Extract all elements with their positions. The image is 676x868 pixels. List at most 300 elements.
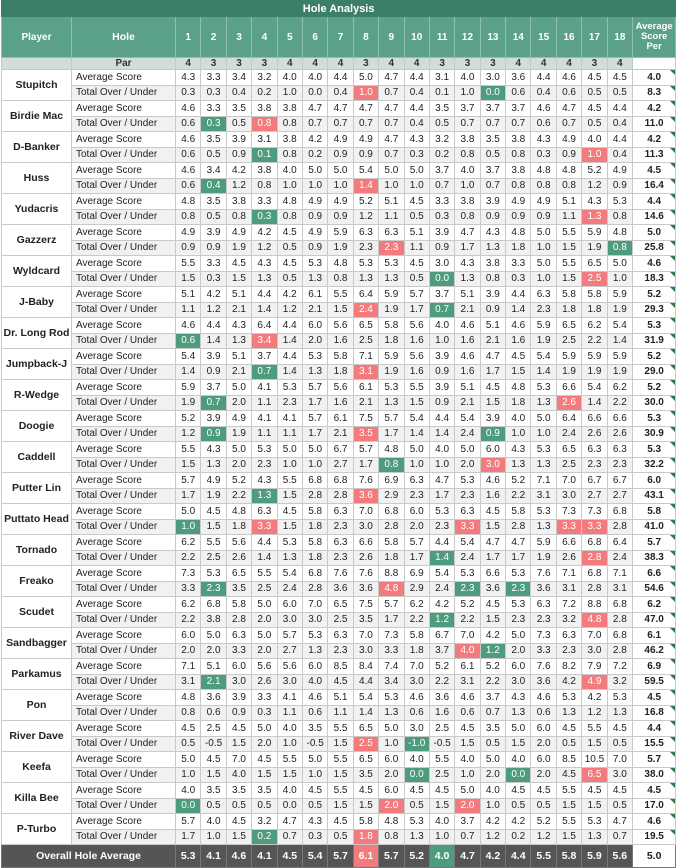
note-marker-icon bbox=[670, 411, 675, 416]
player-average-value: 5.8 bbox=[647, 505, 662, 517]
average-score-cell: 6.5 bbox=[582, 256, 607, 272]
player-average-value: 6.1 bbox=[647, 629, 662, 641]
player-name: Freako bbox=[2, 566, 72, 597]
par-spacer bbox=[2, 58, 72, 70]
total-over-under-cell: 0.5 bbox=[480, 736, 505, 752]
average-score-cell: 6.7 bbox=[607, 473, 632, 489]
average-score-cell: 4.4 bbox=[429, 411, 454, 427]
total-over-under-cell: 0.5 bbox=[201, 209, 226, 225]
player-average-row bbox=[2, 194, 676, 210]
average-score-cell: 3.9 bbox=[480, 194, 505, 210]
par-label: Par bbox=[72, 58, 176, 70]
average-score-cell: 5.4 bbox=[404, 411, 429, 427]
total-over-under-cell: 1.9 bbox=[328, 240, 353, 256]
average-score-cell: 4.9 bbox=[556, 132, 581, 148]
total-over-under-cell: 0.8 bbox=[531, 178, 556, 194]
average-score-cell: 4.1 bbox=[252, 380, 277, 396]
average-score-cell: 6.2 bbox=[176, 597, 201, 613]
total-over-under-cell: 3.1 bbox=[556, 581, 581, 597]
note-marker-icon bbox=[670, 737, 675, 742]
average-score-cell: 7.5 bbox=[353, 597, 378, 613]
average-score-cell: 5.2 bbox=[455, 597, 480, 613]
average-score-cell: 4.0 bbox=[455, 163, 480, 179]
total-over-under-cell: 1.4 bbox=[353, 705, 378, 721]
note-marker-icon bbox=[670, 830, 675, 835]
average-score-cell: 5.1 bbox=[226, 287, 251, 303]
total-over-under-cell: 3.0 bbox=[277, 674, 302, 690]
total-over-under-cell: 0.3 bbox=[404, 147, 429, 163]
average-score-cell: 5.1 bbox=[455, 380, 480, 396]
total-over-under-cell: 1.3 bbox=[379, 705, 404, 721]
total-over-under-cell: 1.2 bbox=[226, 178, 251, 194]
total-over-under-cell: 2.8 bbox=[582, 550, 607, 566]
average-score-cell: 4.9 bbox=[226, 225, 251, 241]
par-value: 4 bbox=[379, 58, 404, 70]
hole-number-header: 7 bbox=[328, 17, 353, 58]
average-score-cell: 4.9 bbox=[176, 225, 201, 241]
average-score-cell: 3.2 bbox=[252, 70, 277, 86]
average-score-cell: 3.1 bbox=[429, 70, 454, 86]
average-score-cell: 5.1 bbox=[176, 287, 201, 303]
player-name: R-Wedge bbox=[2, 380, 72, 411]
note-marker-icon bbox=[670, 210, 675, 215]
total-over-under-cell: 2.1 bbox=[302, 302, 327, 318]
average-score-cell: 5.5 bbox=[404, 380, 429, 396]
average-score-cell: 6.0 bbox=[480, 442, 505, 458]
total-over-under-cell: 2.0 bbox=[506, 643, 531, 659]
average-score-cell: 4.8 bbox=[277, 194, 302, 210]
total-over-under-cell: 0.4 bbox=[404, 85, 429, 101]
average-score-cell: 5.9 bbox=[607, 349, 632, 365]
total-over-under-cell: 2.3 bbox=[506, 581, 531, 597]
note-marker-icon bbox=[670, 349, 675, 354]
total-over-under-cell: 0.5 bbox=[226, 116, 251, 132]
total-over-under-cell: 0.7 bbox=[429, 178, 454, 194]
average-score-cell: 5.8 bbox=[226, 597, 251, 613]
total-over-under-cell: 3.6 bbox=[531, 581, 556, 597]
total-over-under-cell: 0.8 bbox=[277, 147, 302, 163]
average-score-cell: 4.5 bbox=[429, 783, 454, 799]
player-average-value: 5.0 bbox=[647, 226, 662, 238]
total-over-under-cell: 1.9 bbox=[531, 550, 556, 566]
note-marker-icon bbox=[670, 644, 675, 649]
player-average-score bbox=[633, 628, 676, 644]
average-score-cell: 4.9 bbox=[302, 225, 327, 241]
hole-number-header: 3 bbox=[226, 17, 251, 58]
average-score-cell: 5.3 bbox=[302, 256, 327, 272]
average-score-cell: 6.6 bbox=[480, 566, 505, 582]
average-score-cell: 4.4 bbox=[252, 535, 277, 551]
overall-hole-average: 4.4 bbox=[506, 845, 531, 868]
total-over-under-cell: 1.5 bbox=[176, 457, 201, 473]
average-score-cell: 4.5 bbox=[480, 597, 505, 613]
average-score-cell: 5.9 bbox=[328, 225, 353, 241]
total-over-under-cell: 2.2 bbox=[176, 550, 201, 566]
total-over-under-cell: 2.8 bbox=[302, 488, 327, 504]
total-over-under-cell: 1.9 bbox=[226, 426, 251, 442]
average-score-cell: 6.6 bbox=[556, 380, 581, 396]
average-score-cell: 4.9 bbox=[531, 194, 556, 210]
average-score-cell: 3.7 bbox=[429, 287, 454, 303]
player-average-value: 5.7 bbox=[647, 753, 662, 765]
total-over-under-cell: 2.5 bbox=[429, 767, 454, 783]
average-score-cell: 3.3 bbox=[252, 194, 277, 210]
total-over-under-cell: 1.8 bbox=[302, 550, 327, 566]
average-score-cell: 4.8 bbox=[506, 380, 531, 396]
total-over-under-cell: 0.8 bbox=[277, 209, 302, 225]
average-score-cell: 4.6 bbox=[176, 132, 201, 148]
average-score-cell: 4.7 bbox=[277, 814, 302, 830]
total-over-under-cell: 2.4 bbox=[455, 426, 480, 442]
player-average-row bbox=[2, 411, 676, 427]
total-over-under-cell: 0.4 bbox=[607, 116, 632, 132]
total-over-under-cell: 1.9 bbox=[226, 240, 251, 256]
total-over-under-cell: 1.0 bbox=[582, 147, 607, 163]
average-score-cell: 6.2 bbox=[582, 318, 607, 334]
total-over-under-cell: 0.3 bbox=[176, 85, 201, 101]
average-score-cell: 5.0 bbox=[201, 628, 226, 644]
player-total-score bbox=[633, 147, 676, 163]
total-over-under-cell: 0.6 bbox=[302, 705, 327, 721]
total-over-under-cell: 0.9 bbox=[480, 426, 505, 442]
overall-hole-average: 5.5 bbox=[531, 845, 556, 868]
player-average-value: 5.3 bbox=[647, 319, 662, 331]
total-over-under-cell: 2.6 bbox=[353, 550, 378, 566]
average-score-cell: 5.4 bbox=[429, 566, 454, 582]
total-over-under-cell: 3.6 bbox=[353, 581, 378, 597]
total-over-under-cell: 3.3 bbox=[252, 519, 277, 535]
average-score-cell: 3.7 bbox=[480, 101, 505, 117]
average-score-cell: 5.3 bbox=[531, 504, 556, 520]
total-over-under-cell: 1.8 bbox=[379, 333, 404, 349]
average-score-cell: 5.0 bbox=[404, 163, 429, 179]
average-score-cell: 4.2 bbox=[302, 132, 327, 148]
total-over-under-cell: 1.6 bbox=[480, 488, 505, 504]
total-over-under-cell: 1.3 bbox=[404, 829, 429, 845]
total-over-under-cell: 1.0 bbox=[201, 829, 226, 845]
average-score-cell: 3.5 bbox=[480, 132, 505, 148]
total-over-under-cell: 2.0 bbox=[252, 643, 277, 659]
player-name: Parkamus bbox=[2, 659, 72, 690]
average-score-cell: 7.3 bbox=[556, 504, 581, 520]
average-score-cell: 4.6 bbox=[455, 690, 480, 706]
player-average-score bbox=[633, 380, 676, 396]
average-score-cell: 6.3 bbox=[455, 504, 480, 520]
average-score-cell: 4.0 bbox=[455, 752, 480, 768]
player-total-score bbox=[633, 674, 676, 690]
total-over-under-cell: 1.8 bbox=[328, 364, 353, 380]
hole-number-header: 1 bbox=[176, 17, 201, 58]
total-over-under-cell: 1.4 bbox=[353, 178, 378, 194]
average-score-cell: 3.8 bbox=[455, 194, 480, 210]
overall-hole-average: 4.6 bbox=[226, 845, 251, 868]
average-score-cell: 5.2 bbox=[353, 194, 378, 210]
average-score-cell: 5.9 bbox=[531, 318, 556, 334]
total-over-under-cell: 2.3 bbox=[379, 240, 404, 256]
total-over-under-label: Total Over / Under bbox=[72, 767, 176, 783]
average-score-cell: 4.8 bbox=[607, 225, 632, 241]
note-marker-icon bbox=[670, 659, 675, 664]
average-score-cell: 5.0 bbox=[404, 442, 429, 458]
average-score-cell: 4.6 bbox=[176, 101, 201, 117]
average-score-cell: 5.5 bbox=[176, 256, 201, 272]
player-total-row bbox=[2, 178, 676, 194]
player-total-score bbox=[633, 829, 676, 845]
total-over-under-cell: 4.5 bbox=[328, 674, 353, 690]
total-over-under-cell: 4.8 bbox=[379, 581, 404, 597]
total-over-under-cell: 2.0 bbox=[226, 395, 251, 411]
average-score-cell: 6.1 bbox=[455, 659, 480, 675]
average-score-cell: 5.2 bbox=[531, 814, 556, 830]
average-score-cell: 6.3 bbox=[556, 628, 581, 644]
overall-hole-average: 4.1 bbox=[252, 845, 277, 868]
player-average-row bbox=[2, 628, 676, 644]
total-over-under-cell: 1.5 bbox=[455, 736, 480, 752]
note-marker-icon bbox=[670, 597, 675, 602]
note-marker-icon bbox=[670, 148, 675, 153]
total-over-under-cell: 1.9 bbox=[556, 364, 581, 380]
total-over-under-cell: 0.3 bbox=[506, 271, 531, 287]
average-score-cell: 5.0 bbox=[353, 70, 378, 86]
total-over-under-cell: 1.0 bbox=[455, 767, 480, 783]
average-score-label: Average Score bbox=[72, 783, 176, 799]
average-score-cell: 5.0 bbox=[302, 442, 327, 458]
average-score-label: Average Score bbox=[72, 721, 176, 737]
total-over-under-cell: 3.3 bbox=[226, 643, 251, 659]
player-average-row bbox=[2, 783, 676, 799]
player-average-score bbox=[633, 349, 676, 365]
average-score-cell: 3.7 bbox=[201, 380, 226, 396]
total-over-under-cell: 0.5 bbox=[404, 209, 429, 225]
average-score-cell: 4.9 bbox=[201, 473, 226, 489]
total-over-under-cell: 2.3 bbox=[328, 519, 353, 535]
average-score-cell: 3.8 bbox=[506, 132, 531, 148]
average-score-cell: 3.7 bbox=[252, 349, 277, 365]
total-over-under-cell: 2.1 bbox=[201, 674, 226, 690]
total-over-under-cell: 1.7 bbox=[379, 612, 404, 628]
note-marker-icon bbox=[670, 272, 675, 277]
average-score-cell: 3.0 bbox=[480, 70, 505, 86]
average-score-cell: 3.8 bbox=[277, 101, 302, 117]
total-over-under-cell: 0.9 bbox=[176, 240, 201, 256]
total-over-under-cell: 2.3 bbox=[531, 302, 556, 318]
average-score-cell: 4.2 bbox=[582, 690, 607, 706]
total-over-under-cell: 0.9 bbox=[429, 240, 454, 256]
average-score-cell: 7.0 bbox=[455, 628, 480, 644]
total-over-under-cell: 1.8 bbox=[353, 829, 378, 845]
average-score-cell: 4.5 bbox=[277, 504, 302, 520]
average-score-cell: 4.5 bbox=[302, 783, 327, 799]
total-over-under-label: Total Over / Under bbox=[72, 705, 176, 721]
player-total-value: 25.8 bbox=[644, 242, 664, 254]
total-over-under-cell: 2.2 bbox=[429, 674, 454, 690]
note-marker-icon bbox=[670, 86, 675, 91]
player-average-row bbox=[2, 70, 676, 86]
player-name: Huss bbox=[2, 163, 72, 194]
average-score-cell: 5.8 bbox=[379, 535, 404, 551]
total-over-under-cell: 1.3 bbox=[607, 705, 632, 721]
total-over-under-cell: 3.3 bbox=[176, 581, 201, 597]
total-over-under-cell: 0.0 bbox=[277, 798, 302, 814]
total-over-under-label: Total Over / Under bbox=[72, 271, 176, 287]
average-score-cell: 3.8 bbox=[277, 132, 302, 148]
total-over-under-cell: 3.0 bbox=[353, 643, 378, 659]
average-score-cell: 7.1 bbox=[353, 349, 378, 365]
average-score-cell: 5.0 bbox=[302, 752, 327, 768]
total-over-under-cell: 3.5 bbox=[353, 426, 378, 442]
total-over-under-cell: 0.5 bbox=[277, 271, 302, 287]
player-total-row bbox=[2, 519, 676, 535]
average-score-cell: 3.2 bbox=[429, 132, 454, 148]
total-over-under-cell: 0.6 bbox=[404, 705, 429, 721]
average-score-cell: 6.7 bbox=[582, 473, 607, 489]
total-over-under-cell: 1.7 bbox=[404, 550, 429, 566]
total-over-under-cell: 1.3 bbox=[379, 271, 404, 287]
hole-analysis-table bbox=[1, 0, 676, 868]
hole-number-header: 15 bbox=[531, 17, 556, 58]
average-score-cell: 5.3 bbox=[353, 256, 378, 272]
total-over-under-cell: 0.9 bbox=[302, 209, 327, 225]
average-score-cell: 4.5 bbox=[404, 783, 429, 799]
total-over-under-cell: 1.3 bbox=[582, 209, 607, 225]
overall-hole-average: 4.0 bbox=[429, 845, 454, 868]
average-score-cell: 7.1 bbox=[556, 566, 581, 582]
average-score-cell: 6.0 bbox=[277, 597, 302, 613]
total-over-under-cell: 1.1 bbox=[556, 209, 581, 225]
total-over-under-cell: 1.8 bbox=[379, 550, 404, 566]
overall-hole-average: 5.2 bbox=[404, 845, 429, 868]
player-total-value: 19.5 bbox=[644, 831, 664, 843]
player-average-value: 5.3 bbox=[647, 443, 662, 455]
average-score-cell: 7.3 bbox=[582, 504, 607, 520]
total-over-under-cell: 1.0 bbox=[277, 85, 302, 101]
average-score-cell: 10.5 bbox=[582, 752, 607, 768]
note-marker-icon bbox=[670, 582, 675, 587]
total-over-under-cell: 0.7 bbox=[429, 302, 454, 318]
average-score-cell: 4.8 bbox=[226, 504, 251, 520]
player-total-row bbox=[2, 550, 676, 566]
total-over-under-cell: 1.4 bbox=[176, 364, 201, 380]
total-over-under-cell: 0.3 bbox=[201, 271, 226, 287]
average-score-cell: 5.5 bbox=[429, 752, 454, 768]
average-score-cell: 6.0 bbox=[379, 752, 404, 768]
average-score-cell: 5.9 bbox=[379, 287, 404, 303]
player-name: Doogie bbox=[2, 411, 72, 442]
total-over-under-cell: 2.3 bbox=[404, 488, 429, 504]
average-score-cell: 4.7 bbox=[379, 101, 404, 117]
average-score-cell: 5.3 bbox=[531, 442, 556, 458]
average-score-cell: 4.5 bbox=[201, 752, 226, 768]
overall-hole-average: 5.9 bbox=[582, 845, 607, 868]
player-name: Puttato Head bbox=[2, 504, 72, 535]
total-over-under-cell: 2.0 bbox=[302, 333, 327, 349]
average-score-cell: 8.8 bbox=[379, 566, 404, 582]
player-average-row bbox=[2, 535, 676, 551]
player-name: Birdie Mac bbox=[2, 101, 72, 132]
average-score-cell: 4.3 bbox=[506, 690, 531, 706]
total-over-under-cell: 1.7 bbox=[176, 488, 201, 504]
average-score-cell: 5.3 bbox=[201, 566, 226, 582]
note-marker-icon bbox=[670, 287, 675, 292]
average-score-cell: 5.2 bbox=[582, 163, 607, 179]
total-over-under-cell: 0.6 bbox=[531, 116, 556, 132]
total-over-under-cell: 1.0 bbox=[531, 240, 556, 256]
total-over-under-cell: 0.7 bbox=[480, 705, 505, 721]
average-score-cell: 5.4 bbox=[353, 163, 378, 179]
average-score-label: Average Score bbox=[72, 690, 176, 706]
total-over-under-cell: 2.0 bbox=[252, 736, 277, 752]
total-over-under-cell: 3.0 bbox=[404, 674, 429, 690]
total-over-under-cell: 1.5 bbox=[506, 364, 531, 380]
overall-average-label: Overall Hole Average bbox=[2, 845, 176, 868]
overall-hole-average: 5.4 bbox=[302, 845, 327, 868]
total-over-under-cell: 1.5 bbox=[556, 271, 581, 287]
total-over-under-cell: 2.4 bbox=[353, 302, 378, 318]
average-score-cell: 8.2 bbox=[556, 659, 581, 675]
total-over-under-cell: 0.1 bbox=[252, 147, 277, 163]
average-score-cell: 5.3 bbox=[379, 690, 404, 706]
total-over-under-cell: 0.8 bbox=[277, 116, 302, 132]
average-score-cell: 5.3 bbox=[302, 349, 327, 365]
total-over-under-cell: 2.8 bbox=[379, 519, 404, 535]
total-over-under-cell: 0.4 bbox=[531, 85, 556, 101]
total-over-under-cell: 0.6 bbox=[531, 705, 556, 721]
total-over-under-cell: 1.6 bbox=[455, 364, 480, 380]
total-over-under-cell: 1.5 bbox=[226, 271, 251, 287]
average-score-cell: 6.3 bbox=[328, 628, 353, 644]
average-score-cell: 7.0 bbox=[226, 752, 251, 768]
total-over-under-cell: 1.8 bbox=[302, 519, 327, 535]
player-name: Scudet bbox=[2, 597, 72, 628]
average-score-cell: 2.5 bbox=[201, 721, 226, 737]
total-over-under-cell: 2.0 bbox=[531, 736, 556, 752]
average-score-cell: 5.5 bbox=[556, 783, 581, 799]
average-score-cell: 6.4 bbox=[252, 318, 277, 334]
player-name: Jumpback-J bbox=[2, 349, 72, 380]
average-score-label: Average Score bbox=[72, 256, 176, 272]
total-over-under-cell: 2.8 bbox=[607, 612, 632, 628]
average-score-cell: 6.8 bbox=[302, 473, 327, 489]
total-over-under-cell: 0.7 bbox=[379, 85, 404, 101]
average-score-cell: 4.0 bbox=[201, 814, 226, 830]
average-score-cell: 6.4 bbox=[607, 535, 632, 551]
player-average-value: 4.4 bbox=[647, 722, 662, 734]
total-over-under-cell: 0.5 bbox=[607, 85, 632, 101]
total-over-under-cell: 1.3 bbox=[531, 519, 556, 535]
total-over-under-cell: 1.0 bbox=[404, 178, 429, 194]
average-score-cell: 4.0 bbox=[404, 752, 429, 768]
total-over-under-label: Total Over / Under bbox=[72, 364, 176, 380]
average-score-cell: 6.4 bbox=[556, 411, 581, 427]
average-score-cell: 7.0 bbox=[353, 628, 378, 644]
average-score-cell: 5.0 bbox=[252, 628, 277, 644]
average-score-cell: 6.5 bbox=[556, 318, 581, 334]
total-over-under-cell: 0.5 bbox=[607, 736, 632, 752]
total-over-under-cell: 0.5 bbox=[302, 798, 327, 814]
player-name: Sandbagger bbox=[2, 628, 72, 659]
player-total-row bbox=[2, 488, 676, 504]
note-marker-icon bbox=[670, 520, 675, 525]
total-over-under-cell: 2.2 bbox=[404, 612, 429, 628]
average-score-cell: 3.5 bbox=[252, 783, 277, 799]
average-score-cell: 6.3 bbox=[607, 442, 632, 458]
average-score-cell: 3.4 bbox=[201, 163, 226, 179]
total-over-under-cell: 0.6 bbox=[176, 116, 201, 132]
player-total-score bbox=[633, 612, 676, 628]
total-over-under-cell: -1.0 bbox=[404, 736, 429, 752]
total-over-under-cell: 3.6 bbox=[353, 488, 378, 504]
average-score-cell: 3.3 bbox=[252, 690, 277, 706]
